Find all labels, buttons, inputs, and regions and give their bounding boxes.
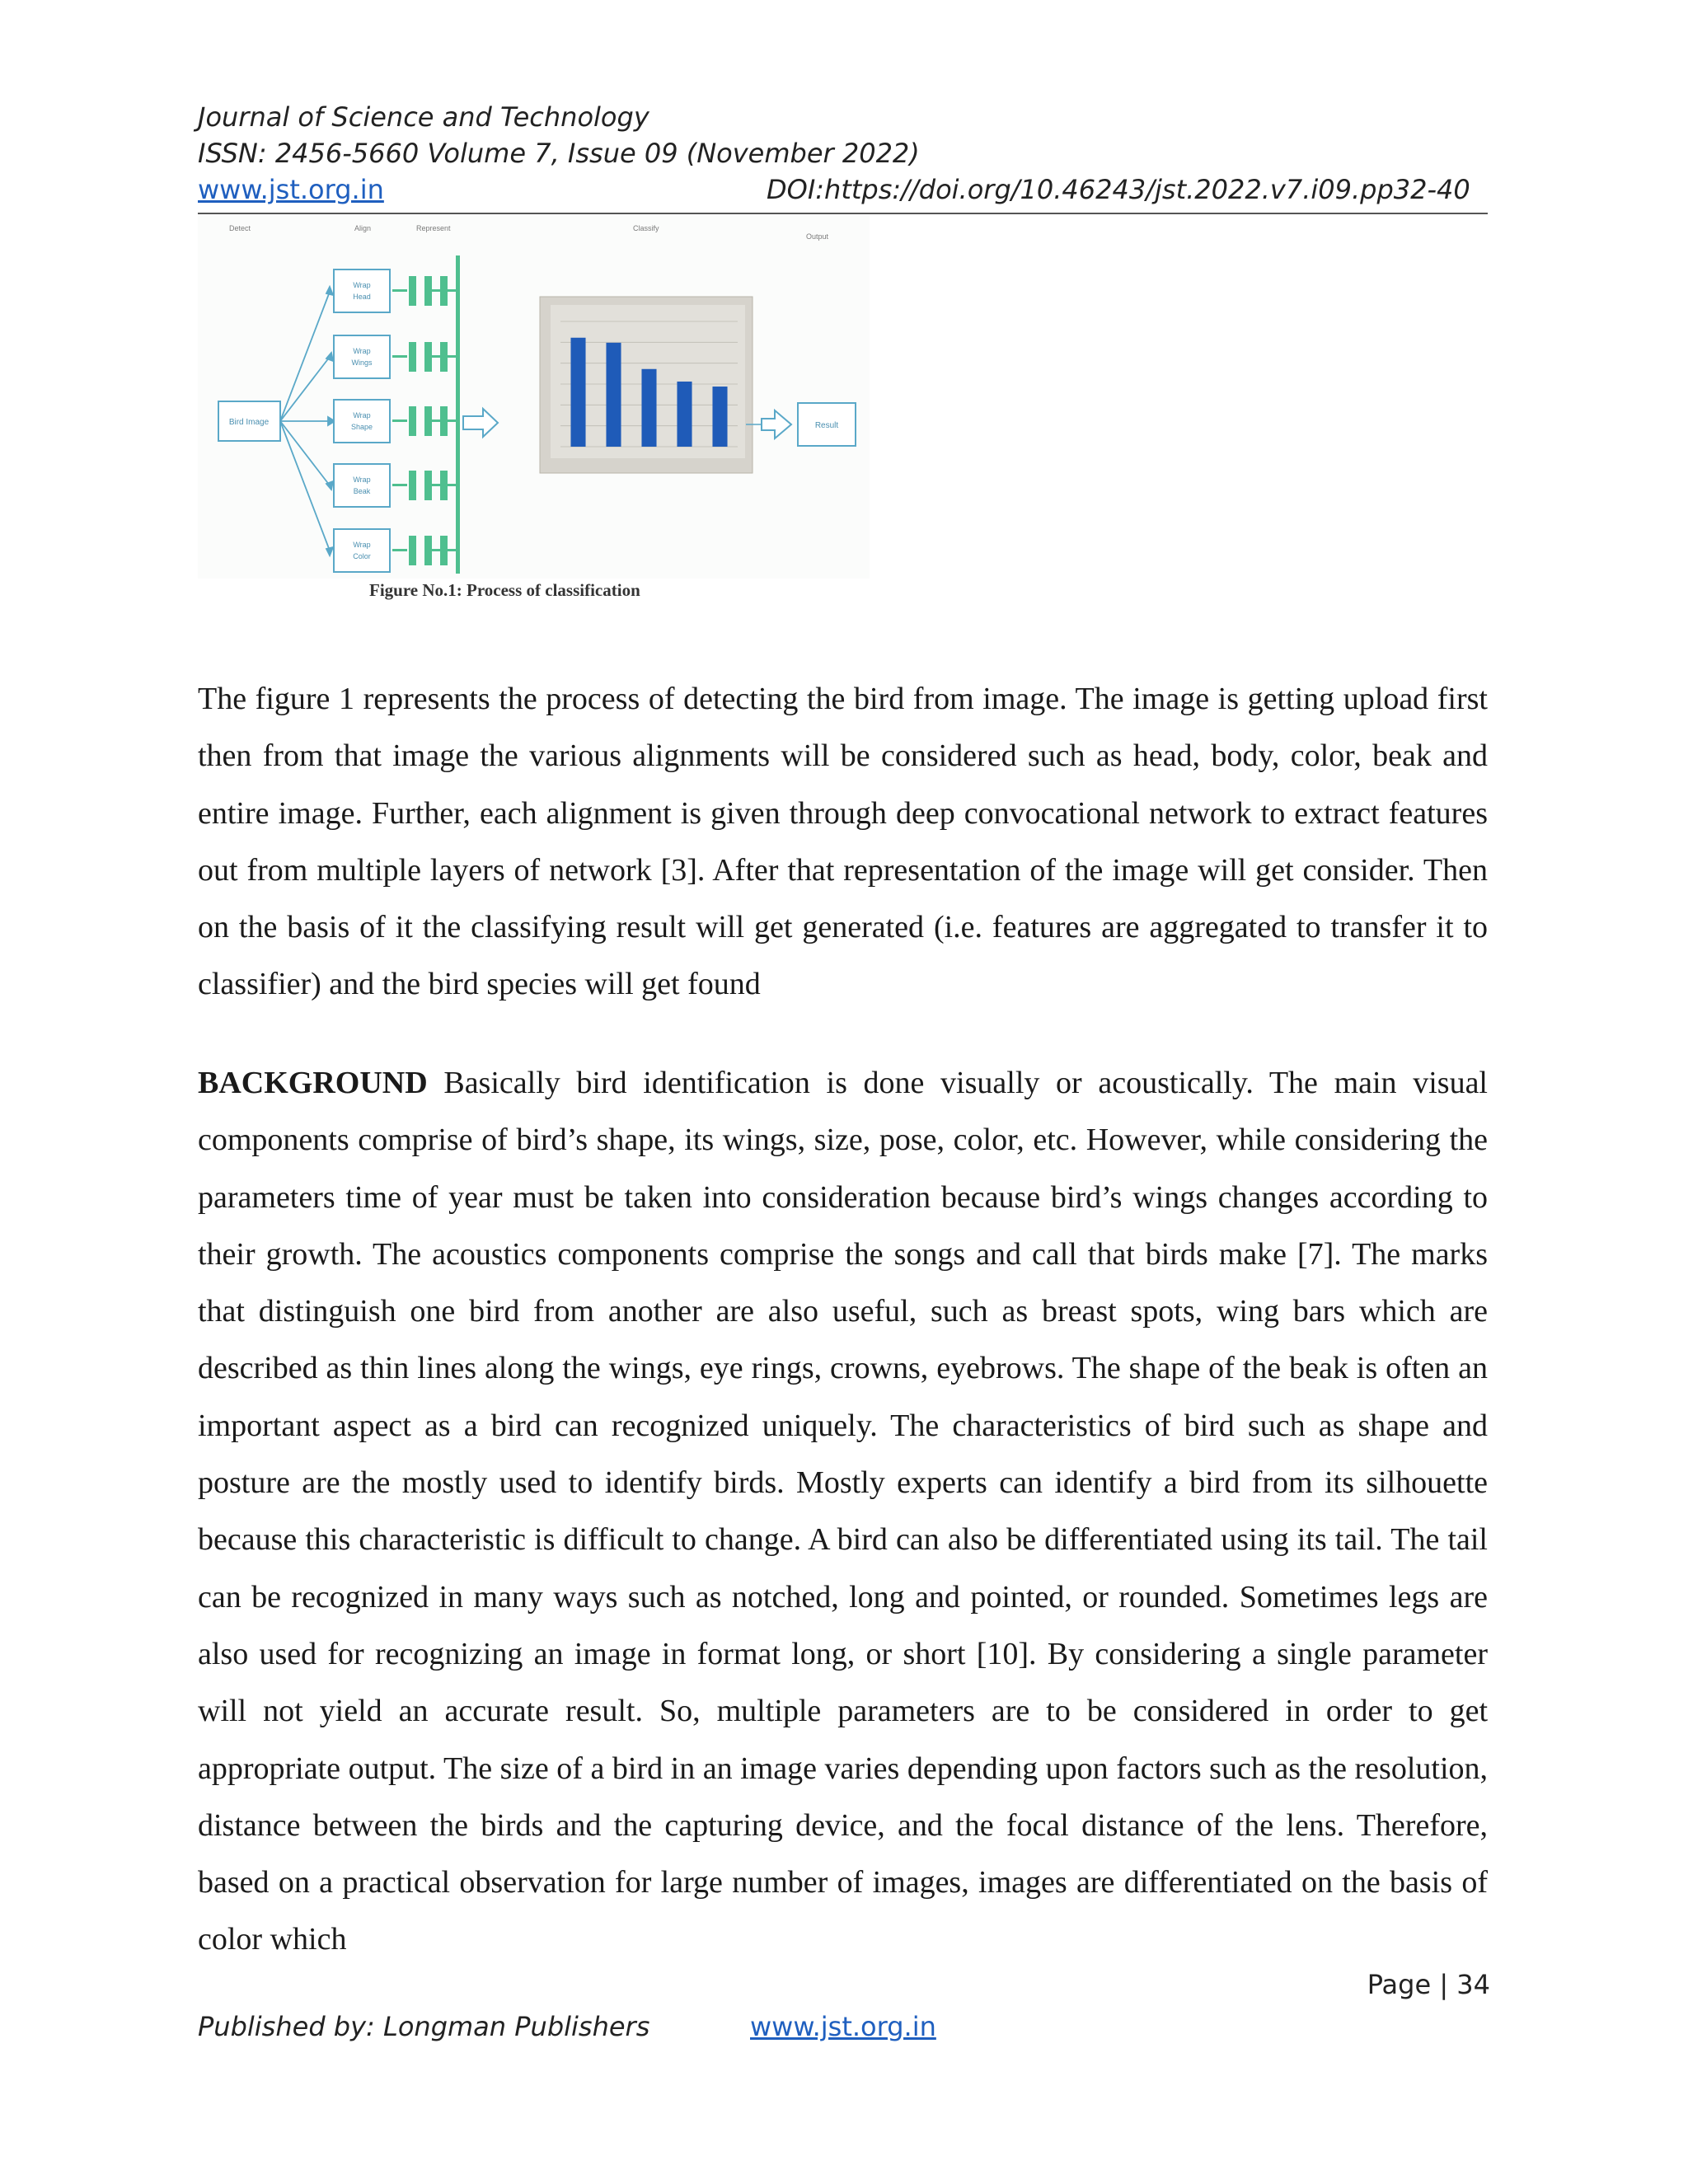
svg-text:Wings: Wings: [351, 359, 373, 367]
wrap-box-head: [334, 269, 390, 312]
stage-label-output: Output: [806, 232, 829, 241]
page-footer: [198, 2011, 936, 2042]
stage-label-represent: Represent: [416, 224, 451, 232]
wrap-box-wings: [334, 335, 390, 378]
publisher-text: Published by: Longman Publishers: [198, 2011, 650, 2042]
stage-label-classify: Classify: [633, 224, 659, 232]
bird-image-label: Bird Image: [228, 418, 270, 427]
footer-website-link[interactable]: www.jst.org.in: [750, 2011, 936, 2042]
chart-bar: [641, 369, 656, 447]
header-links: [198, 171, 1488, 208]
paragraph-background-body: Basically bird identification is done visually or acoustically. The main visual components comprise of bird’s shape, its wings, size, pose, color, etc. However, while considering the parameters time of year must be taken into consideration because bird’s wings changes according to their growth. The acoustics components comprise the songs and call that birds make [7]. The marks that distinguish one bird from another are also useful, such as breast spots, wing bars which are described as thin lines along the wings, eye rings, crowns, eyebrows. The shape of the beak is often an important aspect as a bird can recognized uniquely. The characteristics of bird such as shape and posture are the mostly used to identify birds. Mostly experts can identify a bird from its silhouette because this characteristic is difficult to change. A bird can also be differentiated using its tail. The tail can be recognized in many ways such as notched, long and pointed, or rounded. Sometimes legs are also used for recognizing an image in format long, or short [10]. By considering a single parameter will not yield an accurate result. So, multiple parameters are to be considered in order to get appropriate output. The size of a bird in an image varies depending upon factors such as the resolution, distance between the birds and the capturing device, and the focal distance of the lens. Therefore, based on a practical observation for large number of images, images are differentiated on the basis of color which: [198, 1066, 1488, 1957]
svg-text:Wrap: Wrap: [353, 541, 371, 549]
chart-bar: [570, 338, 585, 447]
header-website-link[interactable]: www.jst.org.in: [198, 174, 384, 205]
result-label: Result: [814, 421, 839, 430]
paragraph-figure-description: The figure 1 represents the process of detecting the bird from image. The image is getting upload first then from that image the various alignments will be considered such as head, body, color, beak and entire image. Further, each alignment is given through deep convocational network to extract features out from multiple layers of network [3]. After that representation of the image will get consider. Then on the basis of it the classifying result will get generated (i.e. features are aggregated to transfer it to classifier) and the bird species will get found: [198, 682, 1488, 1002]
classification-process-figure: [198, 216, 870, 579]
wrap-box-beak: [334, 464, 390, 507]
svg-text:Wrap: Wrap: [353, 281, 371, 289]
issn-line: ISSN: 2456-5660 Volume 7, Issue 09 (November 2022): [198, 138, 920, 169]
page-number: Page | 34: [1367, 1969, 1490, 2000]
stage-label-detect: Detect: [229, 224, 251, 232]
figure-caption: Figure No.1: Process of classification: [369, 580, 640, 600]
section-heading-background: BACKGROUND: [198, 1066, 428, 1100]
classifier-chart: [540, 297, 753, 473]
wrap-box-color: [334, 529, 390, 572]
stage-label-align: Align: [354, 224, 372, 232]
header-divider: [198, 213, 1488, 214]
svg-text:Color: Color: [353, 552, 371, 560]
svg-text:Wrap: Wrap: [353, 347, 371, 355]
chart-bar: [606, 343, 621, 447]
paragraph-background: [198, 1055, 1488, 1969]
chart-bar: [677, 382, 692, 447]
chart-bar: [712, 387, 727, 447]
journal-header: [198, 99, 1488, 208]
svg-text:Wrap: Wrap: [353, 411, 371, 419]
journal-name: Journal of Science and Technology: [198, 101, 649, 133]
svg-text:Beak: Beak: [353, 487, 371, 495]
svg-text:Shape: Shape: [350, 423, 373, 431]
svg-text:Head: Head: [353, 293, 371, 301]
doi-text: DOI:https://doi.org/10.46243/jst.2022.v7.i09.pp32-40: [767, 174, 1470, 205]
wrap-box-shape: [334, 400, 390, 443]
svg-text:Wrap: Wrap: [353, 476, 371, 484]
